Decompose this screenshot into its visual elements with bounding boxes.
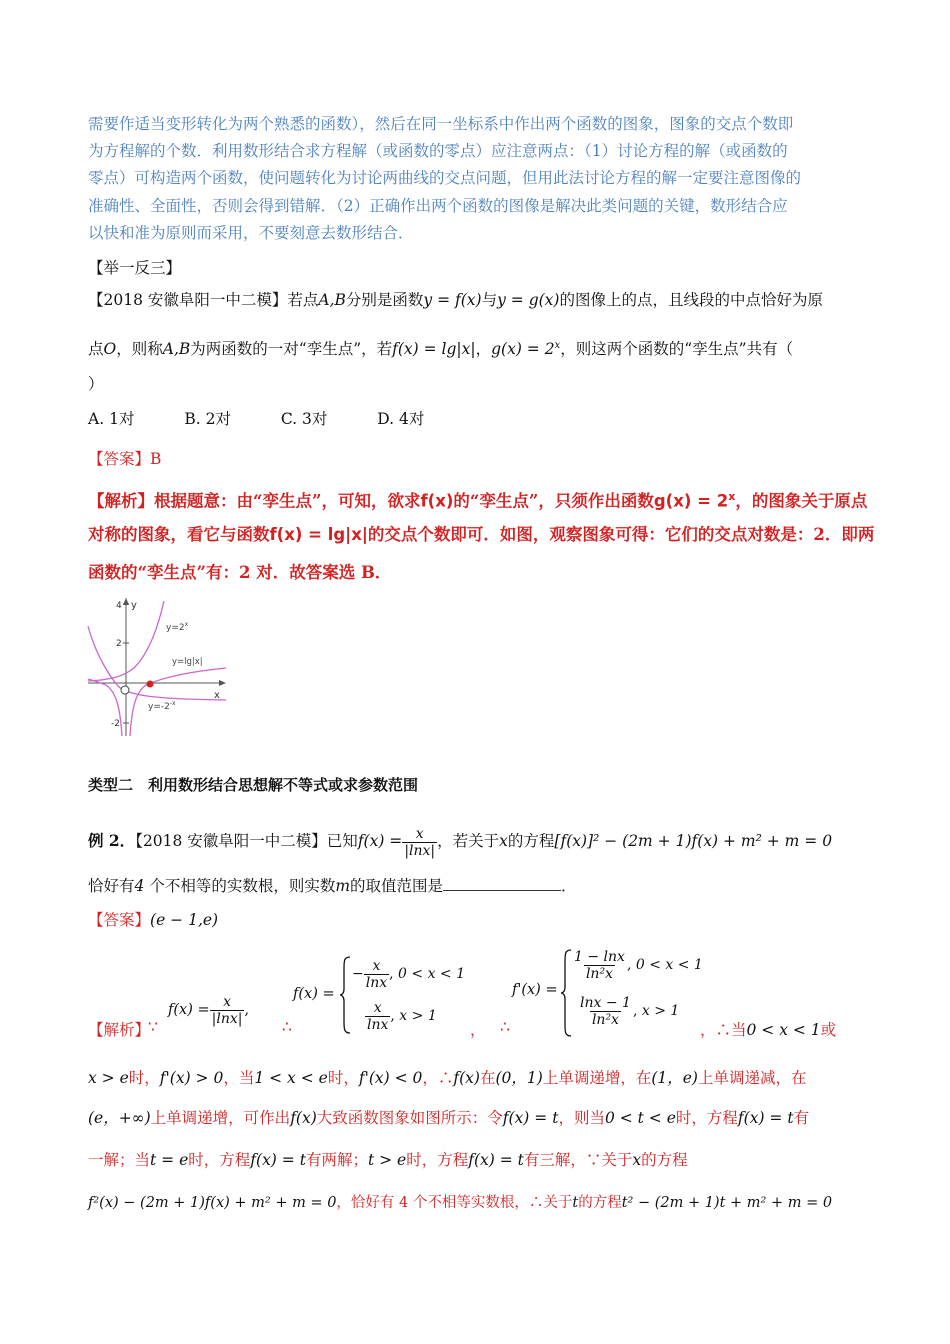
- analysis-text: 在: [479, 1069, 496, 1087]
- fraction-numerator: x: [415, 825, 424, 842]
- question-text: 分别是函数: [345, 291, 424, 309]
- piece-1: − $\frac{x}{\ln x}$ , 0 < x < 1: [352, 957, 466, 991]
- question-line: ）: [88, 375, 104, 393]
- answer-line: [88, 910, 218, 930]
- math-g: g(x) = 2: [653, 491, 729, 511]
- option-letter: B.: [184, 410, 201, 428]
- analysis-text: ，∴: [422, 1069, 454, 1087]
- analysis-text: 有两解；: [305, 1151, 368, 1169]
- fraction-numerator: 1 − lnx: [574, 948, 625, 965]
- example-text: 恰好有: [88, 877, 135, 895]
- question-text: 与: [481, 291, 498, 309]
- question-text: 的图像上的点，且线段的中点恰好为原: [559, 291, 823, 309]
- piece-condition: 0 < x < 1: [635, 957, 703, 973]
- fraction-numerator: x: [223, 993, 231, 1010]
- fraction: [210, 994, 245, 1027]
- math-fy: y = f(x): [423, 291, 482, 309]
- option-c[interactable]: [281, 410, 328, 428]
- brace: [340, 955, 352, 1035]
- analysis-text: ，的图象关于原点: [735, 491, 868, 511]
- analysis-text: 时，: [128, 1069, 160, 1087]
- fraction-denominator: ln²x: [591, 1011, 619, 1028]
- option-unit: 对: [408, 410, 425, 428]
- math-exponent: x: [728, 490, 736, 503]
- fraction-denominator: lnx: [365, 974, 388, 991]
- analysis-text: 上单调递减，在: [697, 1069, 807, 1087]
- curve-lg-right: [130, 668, 226, 736]
- analysis-text: 上单调递增，可作出: [150, 1109, 291, 1127]
- question-line: [88, 290, 823, 310]
- option-unit: 对: [215, 410, 231, 428]
- option-letter: D.: [377, 410, 395, 428]
- paragraph-line: 零点）可构造两个函数，使问题转化为讨论两曲线的交点问题，但用此法讨论方程的解一定要注意图像的: [88, 169, 802, 187]
- paragraph-line: 准确性、全面性，否则会得到错解．（2）正确作出两个函数的图像是解决此类问题的关键，数形结合应: [88, 197, 788, 215]
- f-abs-def: f(x) = $\frac{x}{|\ln x|}$ ,: [168, 993, 250, 1027]
- question-line: [88, 336, 793, 359]
- math-AB: A,B: [318, 291, 346, 309]
- option-a[interactable]: [88, 410, 134, 428]
- option-value: 2: [205, 410, 216, 428]
- x-axis-label: x: [214, 690, 220, 701]
- analysis-text: ，当: [223, 1069, 255, 1087]
- math-O: O: [103, 340, 117, 359]
- piece-2: $\frac{x}{\ln x}$ , x > 1: [367, 999, 437, 1033]
- comma: ，: [470, 1021, 486, 1039]
- intersection-point-open: [121, 686, 129, 694]
- y-tick-label-2: 2: [116, 639, 122, 649]
- math: f(x) = t: [468, 1151, 524, 1169]
- option-b[interactable]: [184, 410, 231, 428]
- fraction-denominator: ln²x: [585, 965, 613, 982]
- fraction-numerator: x: [373, 999, 382, 1016]
- label-neg: $y=-2^{-x}$: [148, 700, 176, 712]
- math-f-lhs: f(x) =: [168, 1002, 210, 1018]
- option-value: 1: [109, 410, 119, 428]
- analysis-label: 【解析】: [88, 1021, 151, 1039]
- fraction-numerator: lnx − 1: [580, 994, 631, 1011]
- fraction-denominator: lnx: [367, 1016, 389, 1033]
- question-text: ，则称: [116, 340, 163, 359]
- analysis-label: 【解析】: [88, 491, 154, 511]
- piece-lhs: f(x) =: [293, 986, 335, 1002]
- fraction-numerator: x: [372, 957, 381, 974]
- option-unit: 对: [311, 410, 328, 428]
- example2-line: [88, 824, 832, 858]
- analysis-line: [88, 487, 867, 512]
- math: f'(x) < 0: [358, 1069, 423, 1087]
- analysis-text: 的方程: [578, 1195, 622, 1211]
- analysis-line: [88, 525, 874, 545]
- analysis-text: 时，方程: [406, 1151, 469, 1169]
- example-text: 的取值范围是: [350, 877, 444, 895]
- paragraph-line: 为方程解的个数．利用数形结合求方程解（或函数的零点）应注意两点：（1）讨论方程的解（或函数的: [88, 142, 788, 160]
- math-fdef: f(x) = lg|x|: [392, 340, 476, 359]
- y-tick-label-neg2: -2: [111, 719, 120, 729]
- answer-label: 【答案】: [88, 450, 151, 468]
- math: f(x) = t: [250, 1151, 306, 1169]
- analysis-text: 一解；当: [88, 1151, 151, 1169]
- option-d[interactable]: [377, 410, 424, 428]
- option-value: 4: [399, 410, 409, 428]
- analysis-line: [88, 1193, 832, 1213]
- math: t² − (2m + 1)t + m² + m = 0: [621, 1195, 833, 1211]
- fraction: [572, 949, 627, 982]
- analysis-text: ，∴当: [700, 1021, 747, 1039]
- math-exponent: x: [554, 340, 561, 351]
- math-equation: [f(x)]² − (2m + 1)f(x) + m² + m = 0: [554, 832, 833, 850]
- math: f(x): [290, 1109, 317, 1127]
- math: (0，1): [495, 1069, 543, 1087]
- paragraph-line: 以快和准为原则而采用，不要刻意去数形结合．: [88, 224, 414, 242]
- math: 0 < t < e: [604, 1109, 676, 1127]
- analysis-tail: [700, 1018, 836, 1040]
- math: f(x) = t: [502, 1109, 559, 1127]
- example-text: ，若关于: [437, 832, 500, 850]
- fraction-denominator: |lnx|: [211, 1010, 243, 1027]
- math-AB: A,B: [162, 340, 191, 359]
- option-unit: 对: [118, 410, 135, 428]
- analysis-text: ，恰好有 4 个不相等实数根，∴关于: [336, 1195, 573, 1211]
- option-letter: A.: [88, 410, 105, 428]
- answer-label: 【答案】: [88, 911, 151, 929]
- y-axis-label: y: [131, 600, 137, 611]
- analysis-text: 对称的图象，看它与函数: [88, 525, 270, 544]
- label-lg: y=lg|x|: [172, 657, 203, 667]
- math: x: [632, 1151, 642, 1169]
- paragraph-line: 需要作适当变形转化为两个熟悉的函数），然后在同一坐标系中作出两个函数的图象，图象的交点个数即: [88, 115, 794, 133]
- example-text: 的方程: [507, 832, 555, 850]
- analysis-text: 的方程: [641, 1151, 688, 1169]
- math-four: 4: [134, 877, 145, 895]
- example-source: 【2018 安徽阜阳一中二模】已知: [135, 832, 358, 850]
- option-value: 3: [302, 410, 312, 428]
- analysis-line: 函数的“孪生点”有：2 对．故答案选 B．: [88, 563, 392, 582]
- deriv-piece-2: $\frac{\ln x - 1}{\text{ln²x}}$ , x > 1: [580, 994, 680, 1028]
- fraction: [402, 826, 437, 859]
- math-f-lhs: f(x) =: [357, 832, 403, 850]
- deriv-piece-1: $\frac{1 - \ln x}{\text{ln²x}}$ , 0 < x < 1: [574, 948, 703, 982]
- analysis-text: 时，方程: [188, 1151, 251, 1169]
- math-gdef: g(x) = 2: [491, 340, 555, 359]
- math: (e，+∞): [88, 1109, 151, 1127]
- piece-condition: x > 1: [641, 1003, 680, 1019]
- therefore-symbol: ∴: [500, 1018, 510, 1036]
- answer-line: [88, 449, 161, 469]
- analysis-text: ，则当: [558, 1109, 605, 1127]
- math: f(x) = t: [737, 1109, 794, 1127]
- y-tick-label-4: 4: [116, 601, 122, 611]
- therefore-symbol: ∴: [282, 1018, 292, 1036]
- question-text: 为两函数的一对“孪生点”，若: [190, 340, 393, 359]
- math: t: [572, 1195, 579, 1211]
- math: t = e: [150, 1151, 189, 1169]
- question-text: ，: [475, 340, 492, 359]
- fraction: [364, 958, 389, 991]
- answer-blank[interactable]: [443, 876, 561, 891]
- math-f: f(x): [420, 491, 454, 511]
- math: t > e: [367, 1151, 407, 1169]
- math: f(x): [453, 1069, 480, 1087]
- piece-condition: 0 < x < 1: [398, 966, 466, 982]
- intersection-point-red: [147, 681, 154, 688]
- math-x: x: [499, 832, 508, 850]
- fraction: [365, 1000, 390, 1033]
- analysis-text: 大致函数图象如图所示：令: [316, 1109, 503, 1127]
- deriv-lhs: f'(x) =: [512, 982, 558, 998]
- math: f²(x) − (2m + 1)f(x) + m² + m = 0: [88, 1195, 337, 1211]
- math: 1 < x < e: [254, 1069, 328, 1087]
- analysis-line: [88, 1068, 806, 1088]
- math-f: f(x) = lg|x|: [269, 525, 368, 544]
- math: x > e: [88, 1069, 129, 1087]
- math-m: m: [335, 877, 351, 895]
- answer-value: (e − 1,e): [150, 911, 219, 929]
- example-heading: 【举一反三】: [88, 259, 182, 277]
- analysis-text: 的交点个数即可．如图，观察图象可得：它们的交点对数是：2．即两: [367, 525, 875, 544]
- analysis-line: [88, 1108, 809, 1128]
- function-graph: [86, 596, 236, 742]
- analysis-text: 有三解，∵关于: [523, 1151, 633, 1169]
- analysis-text: 或: [820, 1021, 837, 1039]
- analysis-text: 的“孪生点”，只须作出函数: [453, 491, 654, 511]
- answer-value: B: [150, 450, 162, 468]
- question-source: 【2018 安徽阜阳一中二模】若点: [88, 291, 319, 309]
- math: (1，e): [651, 1069, 698, 1087]
- math-condition: 0 < x < 1: [746, 1021, 821, 1039]
- analysis-line: [88, 1150, 688, 1170]
- analysis-text: 时，: [327, 1069, 359, 1087]
- example2-line: [88, 876, 577, 896]
- question-text: ，则这两个函数的“孪生点”共有（: [560, 340, 794, 359]
- example-text: ．: [561, 877, 577, 895]
- section-title: 类型二 利用数形结合思想解不等式或求参数范围: [88, 776, 419, 794]
- fraction: [578, 995, 633, 1028]
- analysis-text: 时，方程: [675, 1109, 738, 1127]
- options-row: [88, 409, 424, 429]
- x-axis-arrow: [219, 680, 226, 686]
- example-label: 例 2．: [88, 831, 136, 850]
- example-text: 个不相等的实数根，则实数: [144, 877, 336, 895]
- analysis-text: 上单调递增，在: [542, 1069, 652, 1087]
- question-text: 点: [88, 340, 104, 359]
- analysis-text: 根据题意：由“孪生点”，可知，欲求: [154, 491, 421, 511]
- because-symbol: ∵: [148, 1018, 158, 1036]
- option-letter: C.: [280, 410, 298, 428]
- fraction-denominator: |lnx|: [404, 842, 436, 859]
- label-2x: $y=2^x$: [166, 621, 189, 633]
- piece-condition: x > 1: [399, 1008, 437, 1024]
- analysis-text: 有: [793, 1109, 810, 1127]
- curve-neg2x: [88, 626, 226, 700]
- math-gy: y = g(x): [497, 291, 560, 309]
- math: f'(x) > 0: [159, 1069, 224, 1087]
- minus-sign: −: [352, 966, 364, 982]
